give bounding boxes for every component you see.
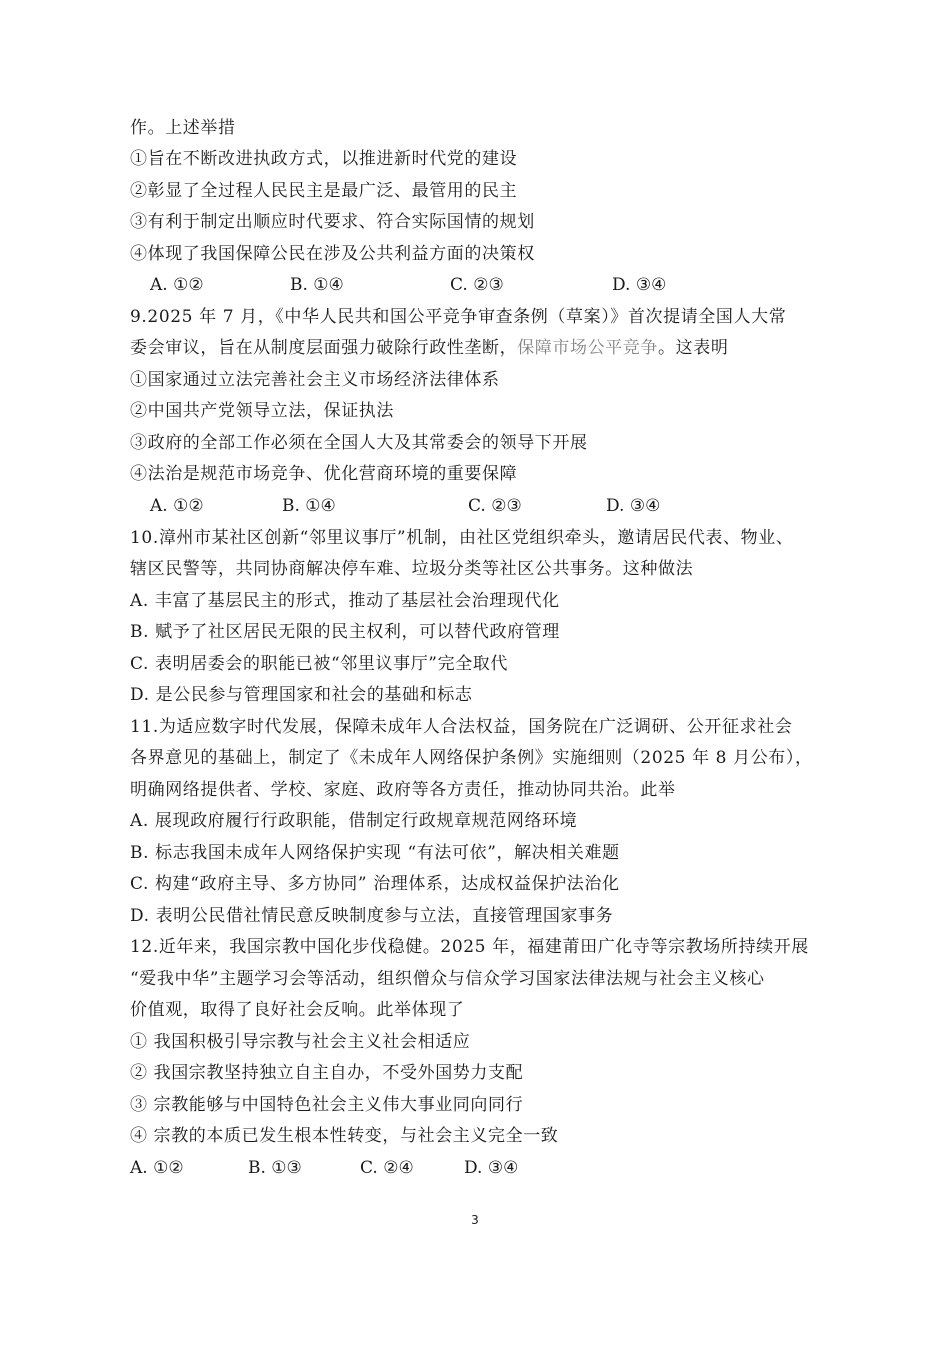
q11-stem-line-3: 明确网络提供者、学校、家庭、政府等各方责任，推动协同共治。此举	[130, 780, 676, 800]
q9-option-d: D. ③④	[606, 496, 661, 516]
q9-option-a: A. ①②	[150, 496, 204, 516]
q9-stem-highlight: 保障市场公平竞争	[517, 338, 659, 358]
q9-item-1: ①国家通过立法完善社会主义市场经济法律体系	[130, 370, 500, 390]
q12-option-b: B. ①③	[248, 1158, 302, 1178]
q9-item-2: ②中国共产党领导立法，保证执法	[130, 401, 394, 421]
q10-stem-line-1: 10.漳州市某社区创新“邻里议事厅”机制，由社区党组织牵头，邀请居民代表、物业、	[130, 528, 794, 548]
q12-option-a: A. ①②	[130, 1158, 184, 1178]
q12-item-3: ③ 宗教能够与中国特色社会主义伟大事业同向同行	[130, 1095, 524, 1115]
q8-item-1: ①旨在不断改进执政方式，以推进新时代党的建设	[130, 149, 518, 169]
q11-choice-a: A. 展现政府履行行政职能，借制定行政规章规范网络环境	[130, 811, 578, 831]
q12-item-1: ① 我国积极引导宗教与社会主义社会相适应	[130, 1032, 471, 1052]
q8-item-2: ②彰显了全过程人民民主是最广泛、最管用的民主	[130, 181, 518, 201]
q12-stem-line-1: 12.近年来，我国宗教中国化步伐稳健。2025 年，福建莆田广化寺等宗教场所持续开展	[130, 937, 809, 957]
q9-stem-part-a: 委会审议，旨在从制度层面强力破除行政性垄断，	[130, 338, 518, 358]
q8-option-d: D. ③④	[612, 275, 667, 295]
q9-stem-line-2	[130, 337, 728, 359]
q12-option-c: C. ②④	[360, 1158, 414, 1178]
q11-stem-line-2: 各界意见的基础上，制定了《未成年人网络保护条例》实施细则（2025 年 8 月公布），	[130, 748, 813, 768]
q12-stem-line-2: “爱我中华”主题学习会等活动，组织僧众与信众学习国家法律法规与社会主义核心	[130, 969, 765, 989]
q12-item-2: ② 我国宗教坚持独立自主自办，不受外国势力支配	[130, 1063, 524, 1083]
q9-item-3: ③政府的全部工作必须在全国人大及其常委会的领导下开展	[130, 433, 588, 453]
q9-item-4: ④法治是规范市场竞争、优化营商环境的重要保障	[130, 464, 518, 484]
q8-item-4: ④体现了我国保障公民在涉及公共利益方面的决策权	[130, 244, 535, 264]
q11-stem-line-1: 11.为适应数字时代发展，保障未成年人合法权益，国务院在广泛调研、公开征求社会	[130, 717, 793, 737]
q8-stem-tail: 作。上述举措	[130, 118, 236, 138]
q10-choice-c: C. 表明居委会的职能已被“邻里议事厅”完全取代	[130, 654, 508, 674]
q11-choice-b: B. 标志我国未成年人网络保护实现 “有法可依”，解决相关难题	[130, 843, 620, 863]
q9-stem-line-1: 9.2025 年 7 月，《中华人民共和国公平竞争审查条例（草案）》首次提请全国人大常	[130, 307, 787, 327]
q12-option-d: D. ③④	[464, 1158, 519, 1178]
q11-choice-c: C. 构建“政府主导、多方协同” 治理体系，达成权益保护法治化	[130, 874, 620, 894]
q10-choice-d: D. 是公民参与管理国家和社会的基础和标志	[130, 685, 473, 705]
q10-choice-a: A. 丰富了基层民主的形式，推动了基层社会治理现代化	[130, 591, 560, 611]
q11-choice-d: D. 表明公民借社情民意反映制度参与立法，直接管理国家事务	[130, 906, 614, 926]
q8-option-a: A. ①②	[150, 275, 204, 295]
q10-choice-b: B. 赋予了社区居民无限的民主权利，可以替代政府管理	[130, 622, 560, 642]
q8-option-b: B. ①④	[290, 275, 344, 295]
q9-option-c: C. ②③	[468, 496, 522, 516]
q8-option-c: C. ②③	[450, 275, 504, 295]
q9-stem-part-c: 。这表明	[658, 338, 729, 358]
q8-item-3: ③有利于制定出顺应时代要求、符合实际国情的规划	[130, 212, 535, 232]
q10-stem-line-2: 辖区民警等，共同协商解决停车难、垃圾分类等社区公共事务。这种做法	[130, 559, 694, 579]
q9-option-b: B. ①④	[282, 496, 336, 516]
page-number: 3	[471, 1213, 479, 1227]
q12-stem-line-3: 价值观，取得了良好社会反响。此举体现了	[130, 1000, 465, 1020]
q12-item-4: ④ 宗教的本质已发生根本性转变，与社会主义完全一致	[130, 1126, 559, 1146]
